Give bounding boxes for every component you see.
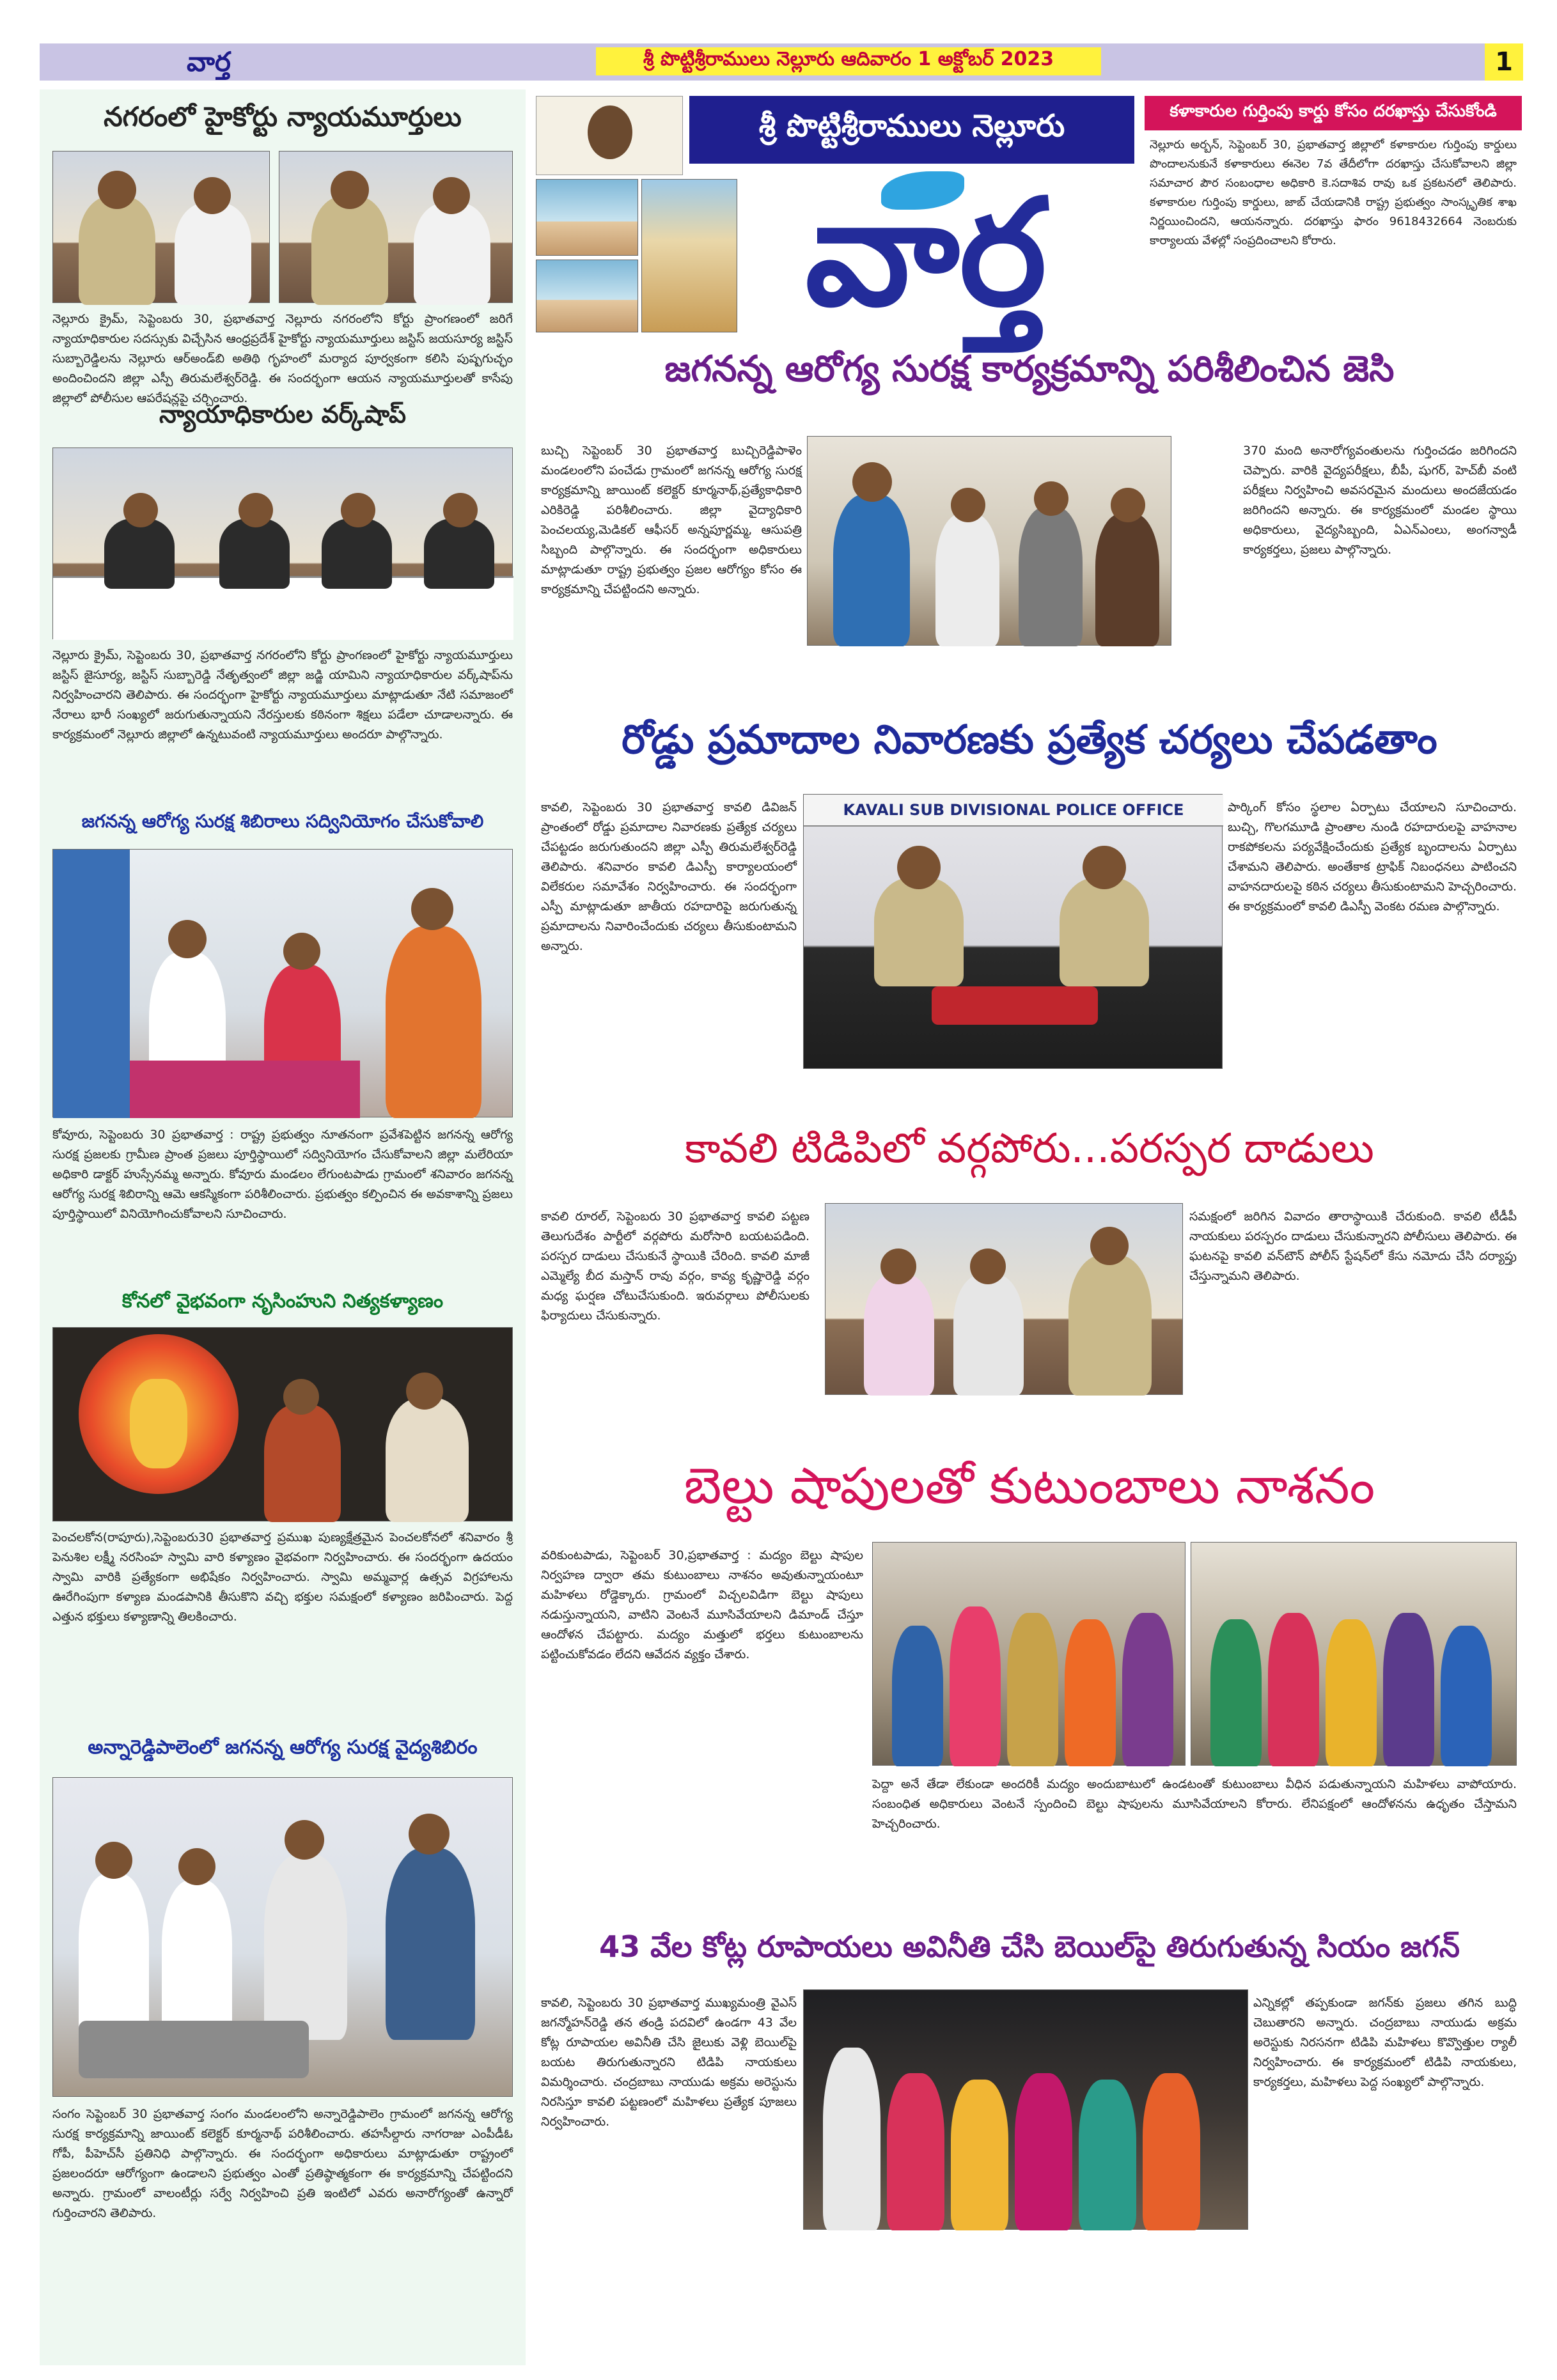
article3-photo [825,1203,1183,1395]
page-number: 1 [1485,43,1523,81]
article2-body-right: పార్కింగ్ కోసం స్థలాల ఏర్పాటు చేయాలని సూచించారు. బుచ్చి, గొలగమూడి ప్రాంతాల నుండి రహదారులపై వాహనాల రాకపోకలను పర్యవేక్షించేందుకు ప్రత్యేక బృందాలను ఏర్పాటు చేశామని తెలిపారు. అంతేకాక ట్రాఫిక్ నిబంధనలు పాటించని వాహనదారులపై కఠిన చర్యలు తీసుకుంటామని హెచ్చరించారు. ఈ కార్యక్రమంలో కావలి డిఎస్పీ వెంకట రమణ పాల్గొన్నారు. [1228,800,1517,914]
article4-photo-left [872,1542,1185,1766]
story4-body: పెంచలకోన(రాపూరు),సెప్టెంబరు30 ప్రభాతవార్త ప్రముఖ పుణ్యక్షేత్రమైన పెంచలకోనలో శనివారం శ్రీ పెనుశిల లక్ష్మీ నరసింహ స్వామి వారి కళ్యాణం వైభవంగా నిర్వహించారు. ఈ సందర్భంగా ఉదయం స్వామి వారికి ప్రత్యేకంగా అభిషేకం నిర్వహించారు. స్వామి అమ్మవార్ల ఉత్సవ విగ్రహాలను ఊరేగింపుగా కళ్యాణ మండపానికి తీసుకొని వచ్చి భక్తుల సమక్షంలో కళ్యాణం జరిపించారు. పెద్ద ఎత్తున భక్తులు కళ్యాణాన్ని తిలకించారు. [52,1530,513,1624]
article2-headline: రోడ్డు ప్రమాదాల నివారణకు ప్రత్యేక చర్యలు చేపడతాం [622,716,1437,763]
masthead-city-band: శ్రీ పొట్టిశ్రీరాములు నెల్లూరు [689,96,1134,164]
notice-title: కళాకారుల గుర్తింపు కార్డు కోసం దరఖాస్తు చేసుకోండి [1145,96,1522,130]
header-edition-strap: శ్రీ పొట్టిశ్రీరాములు నెల్లూరు ఆదివారం 1 అక్టోబర్ 2023 [596,47,1101,75]
notice-box [1145,96,1522,336]
article1-photo [807,436,1171,646]
article5-body-right: ఎన్నికల్లో తప్పకుండా జగన్‌కు ప్రజలు తగిన బుద్ధి చెబుతారని అన్నారు. చంద్రబాబు నాయుడు అక్రమ అరెస్టుకు నిరసనగా టిడిపి మహిళలు కొవ్వొత్తుల ర్యాలీ నిర్వహించారు. ఈ కార్యక్రమంలో టిడిపి నాయకులు, కార్యకర్తలు, మహిళలు పెద్ద సంఖ్యలో పాల్గొన్నారు. [1253,1996,1517,2089]
story2-photo [52,447,513,639]
article1-headline: జగనన్న ఆరోగ్య సురక్ష కార్యక్రమాన్ని పరిశీలించిన జెసి [664,348,1395,390]
header-brand: వార్త [187,46,231,77]
article5-body-under-photo [803,2237,1248,2359]
story3-headline: జగనన్న ఆరోగ్య సురక్ష శిబిరాలు సద్వినియోగం చేసుకోవాలి [81,811,484,832]
article5-photo [803,1989,1248,2230]
story2-headline: న్యాయాధికారుల వర్క్‌షాప్ [159,400,406,428]
masthead-photo-port [536,260,638,332]
masthead-portrait [536,96,683,175]
police-office-banner: KAVALI SUB DIVISIONAL POLICE OFFICE [804,795,1223,827]
story1-body: నెల్లూరు క్రైమ్, సెప్టెంబరు 30, ప్రభాతవార్త నెల్లూరు నగరంలోని కోర్టు ప్రాంగణంలో జరిగే న్యాయాధికారుల సదస్సుకు విచ్చేసిన ఆంధ్రప్రదేశ్ హైకోర్టు న్యాయమూర్తులు జస్టిస్ జయసూర్య జస్టిస్ సుబ్బారెడ్డిలను నెల్లూరు ఆర్‌అండ్‌బి అతిథి గృహంలో మర్యాద పూర్వకంగా కలిసి పుష్పగుచ్ఛం అందించిందని జిల్లా ఎస్పీ తిరుమలేశ్వర్‌రెడ్డి. ఈ సందర్భంగా ఆయన న్యాయమూర్తులతో కాసేపు జిల్లాలో పోలీసుల ఆపరేషన్లపై చర్చించారు. [52,312,513,405]
article4-headline: బెల్టు షాపులతో కుటుంబాలు నాశనం [684,1458,1375,1515]
story4-headline: కోనలో వైభవంగా నృసింహుని నిత్యకళ్యాణం [121,1290,444,1312]
article5-body-left: కావలి, సెప్టెంబరు 30 ప్రభాతవార్త ముఖ్యమంత్రి వైఎస్ జగన్మోహన్‌రెడ్డి తన తండ్రి పదవిలో ఉండగా 43 వేల కోట్ల రూపాయల అవినీతి చేసి జైలుకు వెళ్లి బెయిల్‌పై బయట తిరుగుతున్నారని టిడిపి నాయకులు విమర్శించారు. చంద్రబాబు నాయుడు అక్రమ అరెస్టును నిరసిస్తూ కావలి పట్టణంలో మహిళలు ప్రత్యేక పూజలు నిర్వహించారు. [541,1996,797,2129]
story5-body: సంగం సెప్టెంబర్ 30 ప్రభాతవార్త సంగం మండలంలోని అన్నారెడ్డిపాలెం గ్రామంలో జగనన్న ఆరోగ్య సురక్ష కార్యక్రమాన్ని జాయింట్ కలెక్టర్ కూర్మనాథ్ పరిశీలించారు. తహసీల్దారు నాగరాజు ఎంపీడీఓ గోపీ, పీహెచ్‌సీ ప్రతినిధి పాల్గొన్నారు. ఈ సందర్భంగా అధికారులు మాట్లాడుతూ రాష్ట్రంలో ప్రజలందరూ ఆరోగ్యంగా ఉండాలని ప్రభుత్వం ఎంతో ప్రతిష్ఠాత్మకంగా ఈ కార్యక్రమాన్ని చేపట్టిందని అన్నారు. గ్రామంలో వాలంటీర్లు సర్వే నిర్వహించి ప్రతి ఇంటిలో ఎవరు అనారోగ్యంతో ఉన్నారో గుర్తించారని తెలిపారు. [52,2107,513,2220]
story2-body: నెల్లూరు క్రైమ్, సెప్టెంబరు 30, ప్రభాతవార్త నగరంలోని కోర్టు ప్రాంగణంలో హైకోర్టు న్యాయమూర్తులు జస్టిస్ జైసూర్య, జస్టిస్ సుబ్బారెడ్డి నేతృత్వంలో జిల్లా జడ్జి యామిని న్యాయాధికారుల వర్క్‌షాప్‌ను నిర్వహించారని తెలిపారు. ఈ సందర్భంగా హైకోర్టు న్యాయమూర్తులు మాట్లాడుతూ నేటి సమాజంలో నేరాలు భారీ సంఖ్యలో జరుగుతున్నాయని నేరస్తులకు కఠినంగా శిక్షలు పడేలా చూడాలన్నారు. ఈ కార్యక్రమంలో నెల్లూరు జిల్లాలో ఉన్నటువంటి న్యాయమూర్తులు అందరూ పాల్గొన్నారు. [52,648,513,742]
story3-photo [52,849,513,1117]
article2-photo [803,794,1223,1069]
story3-body: కోవూరు, సెప్టెంబరు 30 ప్రభాతవార్త : రాష్ట్ర ప్రభుత్వం నూతనంగా ప్రవేశపెట్టిన జగనన్న ఆరోగ్య సురక్ష ప్రజలకు గ్రామీణ ప్రాంత ప్రజలు పూర్తిస్థాయిలో సద్వినియోగం చేసుకోవాలని జిల్లా మలేరియా అధికారి డాక్టర్ హుస్సేనమ్మ అన్నారు. కోవూరు మండలం లేగుంటపాడు గ్రామంలో శనివారం జగనన్న ఆరోగ్య సురక్ష శిబిరాన్ని ఆమె ఆకస్మికంగా పరిశీలించారు. ప్రభుత్వం కల్పించిన ఈ అవకాశాన్ని ప్రజలు పూర్తిస్థాయిలో వినియోగించుకోవాలని సూచించారు. [52,1128,513,1221]
notice-body: నెల్లూరు అర్బన్, సెప్టెంబర్ 30, ప్రభాతవార్త జిల్లాలో కళాకారుల గుర్తింపు కార్డులు పొందాలనుకునే కళాకారులు ఈనెల 7వ తేదీలోగా దరఖాస్తు చేసుకోవాలని జిల్లా సమాచార పౌర సంబంధాల అధికారి కె.సదాశివ రావు ఒక ప్రకటనలో తెలిపారు. కళాకారుల గుర్తింపు కార్డులు, జాబ్ చేయడానికి రాష్ట్ర ప్రభుత్వం సాంస్కృతిక శాఖ నిర్ణయించిందని, ఆయనన్నారు. దరఖాస్తు ఫారం 9618432664 నెంబరుకు కార్యాలయ వేళల్లో సంప్రదించాలని కోరారు. [1150,138,1517,247]
masthead-photo-temple [641,179,737,332]
story1-photo-left [52,151,270,303]
story1-headline: నగరంలో హైకోర్టు న్యాయమూర్తులు [104,101,462,132]
masthead [536,96,1134,339]
article2-body-left: కావలి, సెప్టెంబరు 30 ప్రభాతవార్త కావలి డివిజన్ ప్రాంతంలో రోడ్డు ప్రమాదాల నివారణకు ప్రత్యేక చర్యలు చేపట్టడం జరుగుతుందని జిల్లా ఎస్పీ తిరుమలేశ్వర్‌రెడ్డి తెలిపారు. శనివారం కావలి డిఎస్పీ కార్యాలయంలో విలేకరుల సమావేశం నిర్వహించారు. ఈ సందర్భంగా ఎస్పీ మాట్లాడుతూ జాతీయ రహదారిపై జరుగుతున్న ప్రమాదాలను నివారించేందుకు చర్యలు తీసుకుంటామని అన్నారు. [541,800,797,953]
masthead-photo-bridge [536,179,638,256]
article4-body-left: వరికుంటపాడు, సెప్టెంబర్ 30,ప్రభాతవార్త : మద్యం బెల్టు షాపుల నిర్వహణ ద్వారా తమ కుటుంబాలు నాశనం అవుతున్నాయంటూ మహిళలు రోడ్డెక్కారు. గ్రామంలో విచ్చలవిడిగా బెల్టు షాపులు నడుస్తున్నాయని, వాటిని వెంటనే మూసివేయాలని డిమాండ్ చేస్తూ ఆందోళన చేపట్టారు. మద్యం మత్తులో భర్తలు కుటుంబాలను పట్టించుకోవడం లేదని ఆవేదన వ్యక్తం చేశారు. [541,1548,863,1661]
article5-headline: 43 వేల కోట్ల రూపాయలు అవినీతి చేసి బెయిల్‌పై తిరుగుతున్న సియం జగన్ [599,1929,1460,1964]
page-header-bar [40,43,1523,81]
left-column [40,89,526,2365]
story4-photo [52,1327,513,1521]
masthead-logo: వార్త [805,166,1047,339]
story5-photo [52,1777,513,2097]
article4-photo-right [1191,1542,1517,1766]
article3-headline: కావలి టిడిపిలో వర్గపోరు...పరస్పర దాడులు [685,1125,1374,1172]
article3-body-left: కావలి రూరల్, సెప్టెంబరు 30 ప్రభాతవార్త కావలి పట్టణ తెలుగుదేశం పార్టీలో వర్గపోరు మరోసారి బయటపడింది. పరస్పర దాడులు చేసుకునే స్థాయికి చేరింది. కావలి మాజీ ఎమ్మెల్యే బీద మస్తాన్ రావు వర్గం, కావ్య కృష్ణారెడ్డి వర్గం మధ్య ఘర్షణ చోటుచేసుకుంది. ఇరువర్గాలు పోలీసులకు ఫిర్యాదులు చేసుకున్నారు. [541,1209,810,1323]
article4-body-right: పెద్దా అనే తేడా లేకుండా అందరికీ మద్యం అందుబాటులో ఉండటంతో కుటుంబాలు వీధిన పడుతున్నాయని మహిళలు వాపోయారు. సంబంధిత అధికారులు వెంటనే స్పందించి బెల్టు షాపులను మూసివేయాలని కోరారు. లేనిపక్షంలో ఆందోళనను ఉధృతం చేస్తామని హెచ్చరించారు. [872,1777,1517,1831]
article1-body-right: 370 మంది అనారోగ్యవంతులను గుర్తించడం జరిగిందని చెప్పారు. వారికి వైద్యపరీక్షలు, బీపీ, షుగర్, హెచ్‌బీ వంటి పరీక్షలు నిర్వహించి అవసరమైన మందులు అందజేయడం జరిగిందని అన్నారు. ఈ కార్యక్రమంలో మండల స్థాయి అధికారులు, వైద్యసిబ్బంది, ఏఎన్ఎంలు, అంగన్వాడీ కార్యకర్తలు, ప్రజలు పాల్గొన్నారు. [1243,444,1517,557]
story1-photo-right [279,151,513,303]
story5-headline: అన్నారెడ్డిపాలెంలో జగనన్న ఆరోగ్య సురక్ష వైద్యశిబిరం [88,1736,478,1759]
article1-body-left: బుచ్చి సెప్టెంబర్ 30 ప్రభాతవార్త బుచ్చిరెడ్డిపాళెం మండలంలోని పంచేడు గ్రామంలో జగనన్న ఆరోగ్య సురక్ష కార్యక్రమాన్ని జాయింట్ కలెక్టర్ కూర్మనాథ్,ప్రత్యేకాధికారి ఎరికిరెడ్డి పరిశీలించారు. జిల్లా వైద్యాధికారి పెంచలయ్య,మెడికల్ ఆఫీసర్ అన్నపూర్ణమ్మ, ఆసుపత్రి సిబ్బంది పాల్గొన్నారు. ఈ సందర్భంగా అధికారులు మాట్లాడుతూ రాష్ట్ర ప్రభుత్వం ప్రజల ఆరోగ్యం కోసం ఈ కార్యక్రమాన్ని చేపట్టిందని అన్నారు. [541,444,802,596]
article3-body-right: సమక్షంలో జరిగిన వివాదం తారాస్థాయికి చేరుకుంది. కావలి టీడీపీ నాయకులు పరస్పరం దాడులు చేసుకున్నారని పోలీసులు తెలిపారు. ఈ ఘటనపై కావలి వన్‌టౌన్ పోలీస్ స్టేషన్‌లో కేసు నమోదు చేసి దర్యాప్తు చేస్తున్నామని తెలిపారు. [1189,1209,1517,1283]
